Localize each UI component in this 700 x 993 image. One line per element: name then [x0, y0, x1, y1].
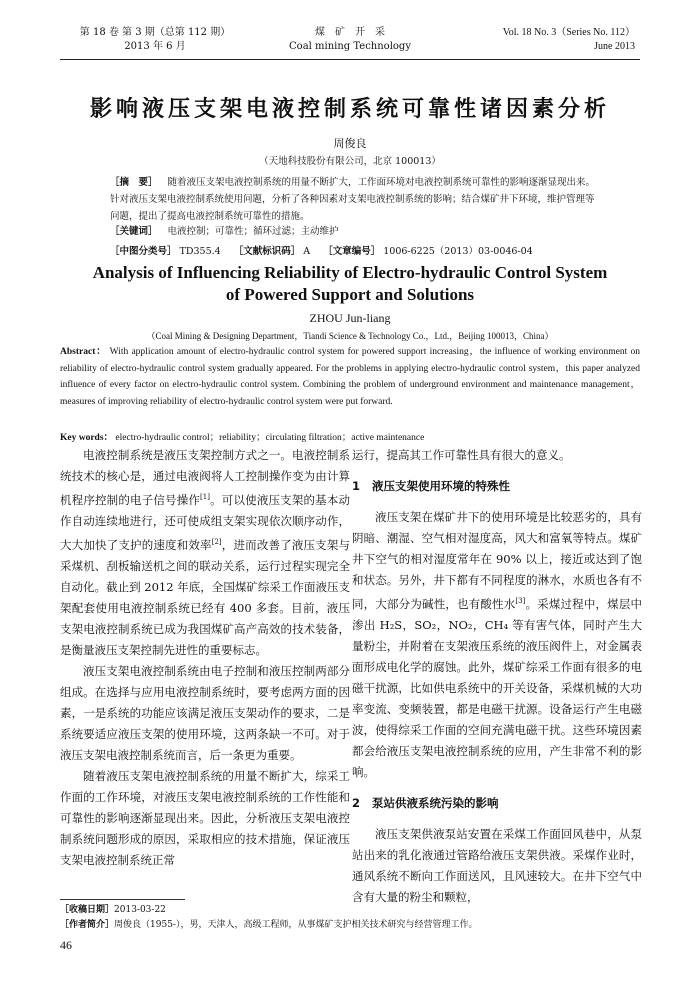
keywords-en-label: Key words： — [60, 433, 114, 443]
citation-ref-3: [3] — [515, 597, 526, 605]
abstract-en-label: Abstract： — [60, 347, 107, 357]
section-title: 泵站供液系统污染的影响 — [372, 795, 499, 810]
section-title: 液压支架使用环境的特殊性 — [372, 479, 511, 493]
journal-name-cn: 煤 矿 开 采 — [315, 27, 385, 38]
article-number-label: ［文章编号］ — [323, 246, 381, 257]
paper-title-cn: 影响液压支架电液控制系统可靠性诸因素分析 — [89, 96, 610, 122]
footnote-received — [60, 903, 640, 917]
abstract-en — [60, 344, 640, 410]
text-run: 液压支架在煤矿井下的使用环境是比较恶劣的，具有阴暗、潮湿、空气相对湿度高，风大和富氧等特点。煤矿井下空气的相对湿度常年在 90% 以上，接近或达到了饱和状态。另外，井下都有不同程度的淋水，水质也各有不同，大部分为碱性，也有酸性水 — [352, 510, 642, 611]
section-heading-2 — [352, 793, 642, 814]
intro-paragraph-2: 液压支架电液控制系统由电子控制和液压控制两部分组成。在选择与应用电液控制系统时，要考虑两方面的因素，一是系统的功能应该满足液压支架动作的要求，二是系统要适应液压支架的使用环境，这两条缺一不可。对于液压支架电液控制系统而言，后一条更为重要。 — [60, 663, 350, 762]
citation-ref-2: [2] — [211, 537, 222, 546]
text-run: ，进而改善了液压支架与采煤机、刮板输送机之间的联动关系，运行过程实现完全自动化。截止到 2012 年底，全国煤矿综采工作面液压支架配套使用电液控制系统已经有 400 多套。目前，液压支架电液控制系统已成为我国煤矿高产高效的技术装备，是衡量液压支架控制先进性的重要标志。 — [60, 537, 351, 657]
doc-code-label: ［文献标识码］ — [233, 246, 301, 257]
text-run: 。采煤过程中，煤层中渗出 H₂S，SO₂，NO₂，CH₄ 等有害气体，同时产生大量粉尘，并附着在支架液压系统的液压阀件上，对金属表面形成电化学的腐蚀。此外，煤矿综采工作面有很多的电磁干扰源，比如供电系统中的开关设备，采煤机械的大功率变流、变频装置，都是电磁干扰源。设备运行产生电磁波，使得综采工作面的空间充满电磁干扰。这些环境因素都会给液压支架电液控制系统的应用，产生非常不利的影响。 — [352, 596, 643, 779]
abstract-en-text: With application amount of electro-hydraulic control system for powered support increasing，the influence of working environment on reliability of electro-hydraulic control system gradually appeared. For the problems in applying electro-hydraulic control system，this paper analyzed influence of every factor on electro-hydraulic control system. Combining the problem of underground environment and maintenance management，measures of improving reliability of electro-hydraulic control system were put forward. — [60, 347, 640, 407]
section-1-paragraph — [352, 507, 642, 783]
clc-value: TD355.4 — [179, 246, 221, 257]
publication-date-en: June 2013 — [594, 41, 635, 52]
journal-issue-header — [70, 26, 240, 54]
journal-name-header — [270, 26, 430, 54]
paper-title-en-line2: of Powered Support and Solutions — [225, 285, 475, 304]
affiliation-en: （Coal Mining & Designing Department，Tiandi Science & Technology Co.，Ltd.，Beijing 100013，China） — [146, 331, 554, 341]
text-run: 电液控制系统是液压支架控制方式之一。电液控制系统技术的核心是，通过电液阀将人工控制操作变为由计算机程序控制的电子信号操作 — [60, 448, 350, 507]
paper-title-en-line1: Analysis of Influencing Reliability of Electro-hydraulic Control System — [92, 263, 608, 282]
affiliation-cn: （天地科技股份有限公司，北京 100013） — [259, 156, 441, 167]
publication-date-text: 2013 年 6 月 — [124, 41, 186, 52]
text-run: 。可以使液压支架的基本动作自动连续地进行，还可使成组支架实现依次顺序动作，大大加快了支护的速度和效率 — [60, 492, 351, 552]
author-bio-text: 周俊良（1955-），男，天津人，高级工程师，从事煤矿支护相关技术研究与经营管理工作。 — [114, 920, 478, 930]
intro-paragraph-3: 随着液压支架电液控制系统的用量不断扩大，综采工作面的工作环境，对液压支架电液控制系统的工作性能和可靠性的影响逐渐显现出来。因此，分析液压支架电液控制系统问题形成的原因，采取相应的技术措施，保证液压支架电液控制系统正常 — [60, 768, 350, 867]
body-column-left — [60, 445, 350, 871]
keywords-cn-label: ［关键词］ — [110, 226, 158, 237]
keywords-cn — [110, 223, 600, 237]
classification-line — [110, 243, 630, 257]
header-divider — [60, 59, 640, 60]
received-label: ［收稿日期］ — [60, 905, 115, 915]
journal-name-en: Coal mining Technology — [289, 41, 411, 52]
author-name-en: ZHOU Jun-liang — [309, 311, 391, 325]
body-column-right — [352, 445, 642, 908]
doc-code-value: A — [303, 246, 311, 257]
abstract-cn — [110, 174, 600, 225]
author-name-cn: 周俊良 — [333, 137, 367, 150]
keywords-en — [60, 429, 640, 443]
volume-issue-text: 第 18 卷 第 3 期（总第 112 期） — [79, 27, 231, 38]
section-2-paragraph: 液压支架供液泵站安置在采煤工作面回风巷中，从泵站出来的乳化液通过管路给液压支架供液。采煤作业时，通风系统不断向工作面送风，且风速较大。在井下空气中含有大量的粉尘和颗粒， — [352, 826, 642, 904]
received-date: 2013-03-22 — [114, 905, 166, 915]
intro-paragraph-1 — [60, 445, 350, 661]
abstract-cn-label: ［摘 要］ — [110, 177, 158, 188]
keywords-cn-text: 电液控制；可靠性；循环过滤；主动维护 — [167, 226, 339, 237]
section-number: 2 — [352, 795, 361, 810]
footnote-author-bio — [60, 918, 640, 932]
section-heading-1 — [352, 476, 642, 497]
author-bio-label: ［作者简介］ — [60, 920, 115, 930]
intro-paragraph-continued: 运行，提高其工作可靠性具有很大的意义。 — [352, 448, 571, 462]
clc-label: ［中图分类号］ — [110, 246, 177, 257]
abstract-cn-text: 随着液压支架电液控制系统的用量不断扩大，工作面环境对电液控制系统可靠性的影响逐渐显现出来。针对液压支架电液控制系统使用问题，分析了各种因素对支架电液控制系统的影响；结合煤矿井下环境，维护管理等问题，提出了提高电液控制系统可靠性的措施。 — [110, 177, 596, 222]
page-number: 46 — [60, 938, 72, 952]
journal-volume-header-en — [480, 26, 635, 54]
citation-ref-1: [1] — [200, 493, 210, 501]
article-number-value: 1006-6225（2013）03-0046-04 — [383, 246, 533, 257]
paper-title-en — [60, 262, 640, 306]
section-number: 1 — [352, 479, 361, 493]
footnote-divider — [60, 899, 185, 900]
volume-issue-en: Vol. 18 No. 3（Series No. 112） — [502, 27, 635, 38]
keywords-en-text: electro-hydraulic control；reliability；circulating filtration；active maintenance — [115, 433, 425, 443]
